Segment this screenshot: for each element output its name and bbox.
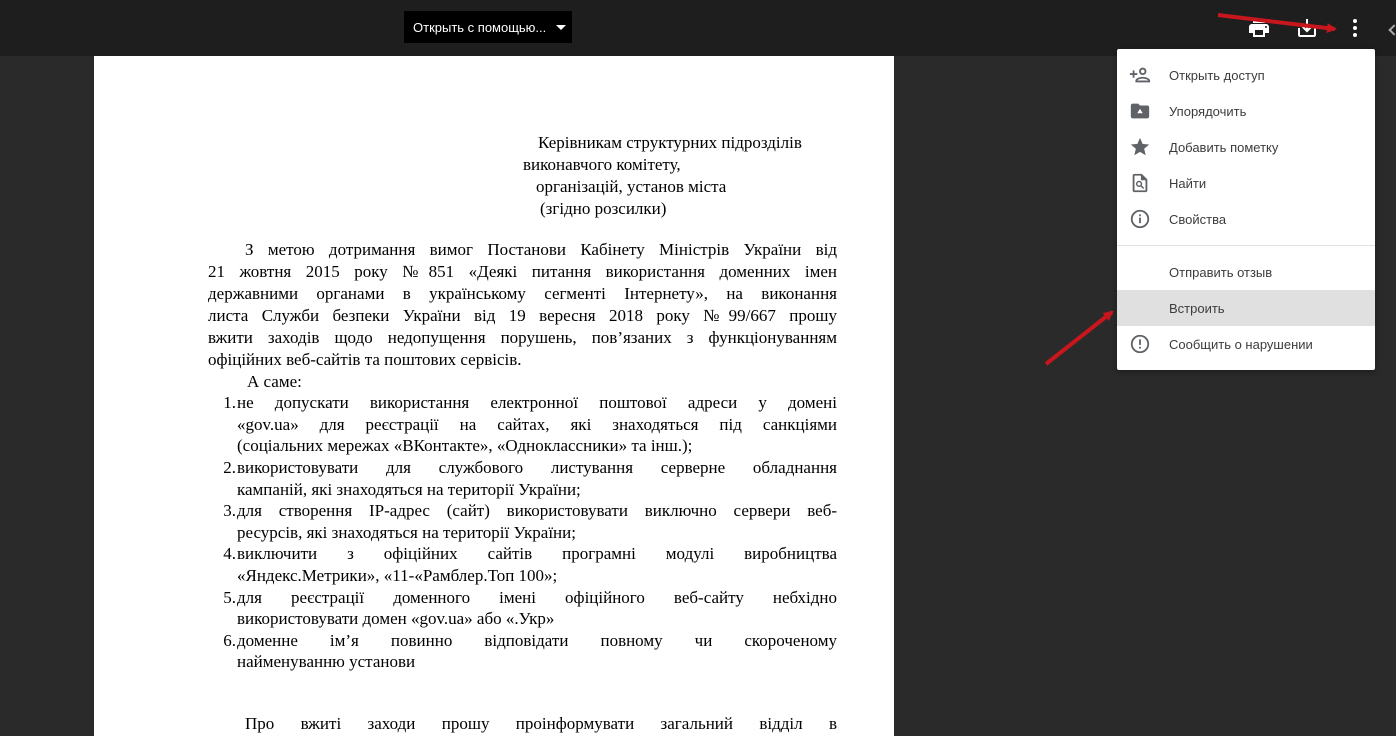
find-in-page-icon bbox=[1129, 172, 1151, 194]
menu-item-find[interactable] bbox=[1117, 165, 1375, 201]
menu-item-report[interactable] bbox=[1117, 326, 1375, 362]
paragraph-line: офіційних веб-сайтів та поштових сервісів. bbox=[208, 350, 522, 369]
addressee-line: виконавчого комітету, bbox=[523, 155, 681, 174]
addressee-line: Керівникам структурних підрозділів bbox=[538, 133, 802, 152]
list-line: не допускати використання електронної поштової адреси у домені bbox=[237, 393, 837, 412]
menu-item-label: Отправить отзыв bbox=[1169, 264, 1273, 280]
annotation-arrow-embed bbox=[1046, 312, 1112, 364]
paragraph-line: державними органами в українському сегменті Інтернету», на виконання bbox=[208, 284, 837, 303]
menu-divider bbox=[1117, 245, 1375, 246]
list-number: 4. bbox=[223, 544, 236, 563]
menu-item-label: Добавить пометку bbox=[1169, 139, 1279, 155]
caret-down-icon bbox=[556, 25, 566, 30]
list-line: кампаній, які знаходяться на території України; bbox=[237, 480, 581, 499]
print-icon[interactable] bbox=[1247, 16, 1271, 40]
list-line: використовувати домен «gov.ua» або «.Укр» bbox=[237, 609, 555, 628]
list-line: для створення IP-адрес (сайт) використовувати виключно сервери веб- bbox=[237, 501, 837, 520]
addressee-line: (згідно розсилки) bbox=[540, 199, 667, 218]
addressee-line: організацій, установ міста bbox=[536, 177, 727, 196]
list-number: 3. bbox=[223, 501, 236, 520]
menu-item-label: Сообщить о нарушении bbox=[1169, 336, 1313, 352]
list-line: «Яндекс.Метрики», «11-«Рамблер.Топ 100»; bbox=[237, 566, 558, 585]
menu-item-label: Упорядочить bbox=[1169, 103, 1247, 119]
menu-item-properties[interactable] bbox=[1117, 201, 1375, 237]
open-with-label: Открыть с помощью... bbox=[413, 19, 547, 35]
list-line: найменуванню установи bbox=[237, 652, 416, 671]
list-line: для реєстрації доменного імені офіційного веб-сайту небхідно bbox=[237, 588, 837, 607]
paragraph-line: листа Служби безпеки України від 19 вересня 2018 року №99/667 прошу bbox=[208, 306, 837, 325]
paragraph-line-cut: Про вжиті заходи прошу проінформувати загальний відділ в bbox=[245, 714, 837, 733]
report-icon bbox=[1129, 333, 1151, 355]
list-line: використовувати для службового листування серверне обладнання bbox=[237, 458, 837, 477]
list-number: 2. bbox=[223, 458, 236, 477]
person-add-icon bbox=[1129, 64, 1151, 86]
list-number: 5. bbox=[223, 588, 236, 607]
list-line: (соціальних мережах «ВКонтакте», «Одноклассники» та інш.); bbox=[237, 436, 693, 455]
paragraph-line: З метою дотримання вимог Постанови Кабінету Міністрів України від bbox=[245, 240, 837, 259]
paragraph-line: 21 жовтня 2015 року №851 «Деякі питання використання доменних імен bbox=[208, 262, 837, 281]
open-with-button[interactable] bbox=[404, 11, 572, 43]
overflow-menu bbox=[1117, 49, 1375, 370]
info-icon bbox=[1129, 208, 1151, 230]
menu-item-star[interactable] bbox=[1117, 129, 1375, 165]
menu-item-label: Свойства bbox=[1169, 211, 1227, 227]
menu-item-label: Найти bbox=[1169, 175, 1207, 191]
list-line: виключити з офіційних сайтів програмні модулі виробництва bbox=[237, 544, 837, 563]
download-icon[interactable] bbox=[1295, 16, 1319, 40]
viewer-toolbar bbox=[0, 0, 1396, 56]
menu-item-label: Открыть доступ bbox=[1169, 67, 1265, 83]
star-icon bbox=[1129, 136, 1151, 158]
list-number: 1. bbox=[223, 393, 236, 412]
paragraph-line: вжити заходів щодо недопущення порушень, пов’язаних з функціонуванням bbox=[208, 328, 837, 347]
menu-item-share[interactable] bbox=[1117, 57, 1375, 93]
list-number: 6. bbox=[223, 631, 236, 650]
menu-item-embed[interactable] bbox=[1117, 290, 1375, 326]
namely-line: А саме: bbox=[247, 372, 302, 391]
drive-folder-icon bbox=[1129, 100, 1151, 122]
menu-item-organize[interactable] bbox=[1117, 93, 1375, 129]
menu-item-feedback[interactable] bbox=[1117, 254, 1375, 290]
list-line: доменне ім’я повинно відповідати повному чи скороченому bbox=[237, 631, 837, 650]
list-line: «gov.ua» для реєстрації на сайтах, які знаходяться під санкціями bbox=[237, 415, 837, 434]
menu-item-label: Встроить bbox=[1169, 300, 1225, 316]
list-line: ресурсів, які знаходяться на території України; bbox=[237, 523, 576, 542]
more-vert-icon[interactable] bbox=[1343, 16, 1367, 40]
